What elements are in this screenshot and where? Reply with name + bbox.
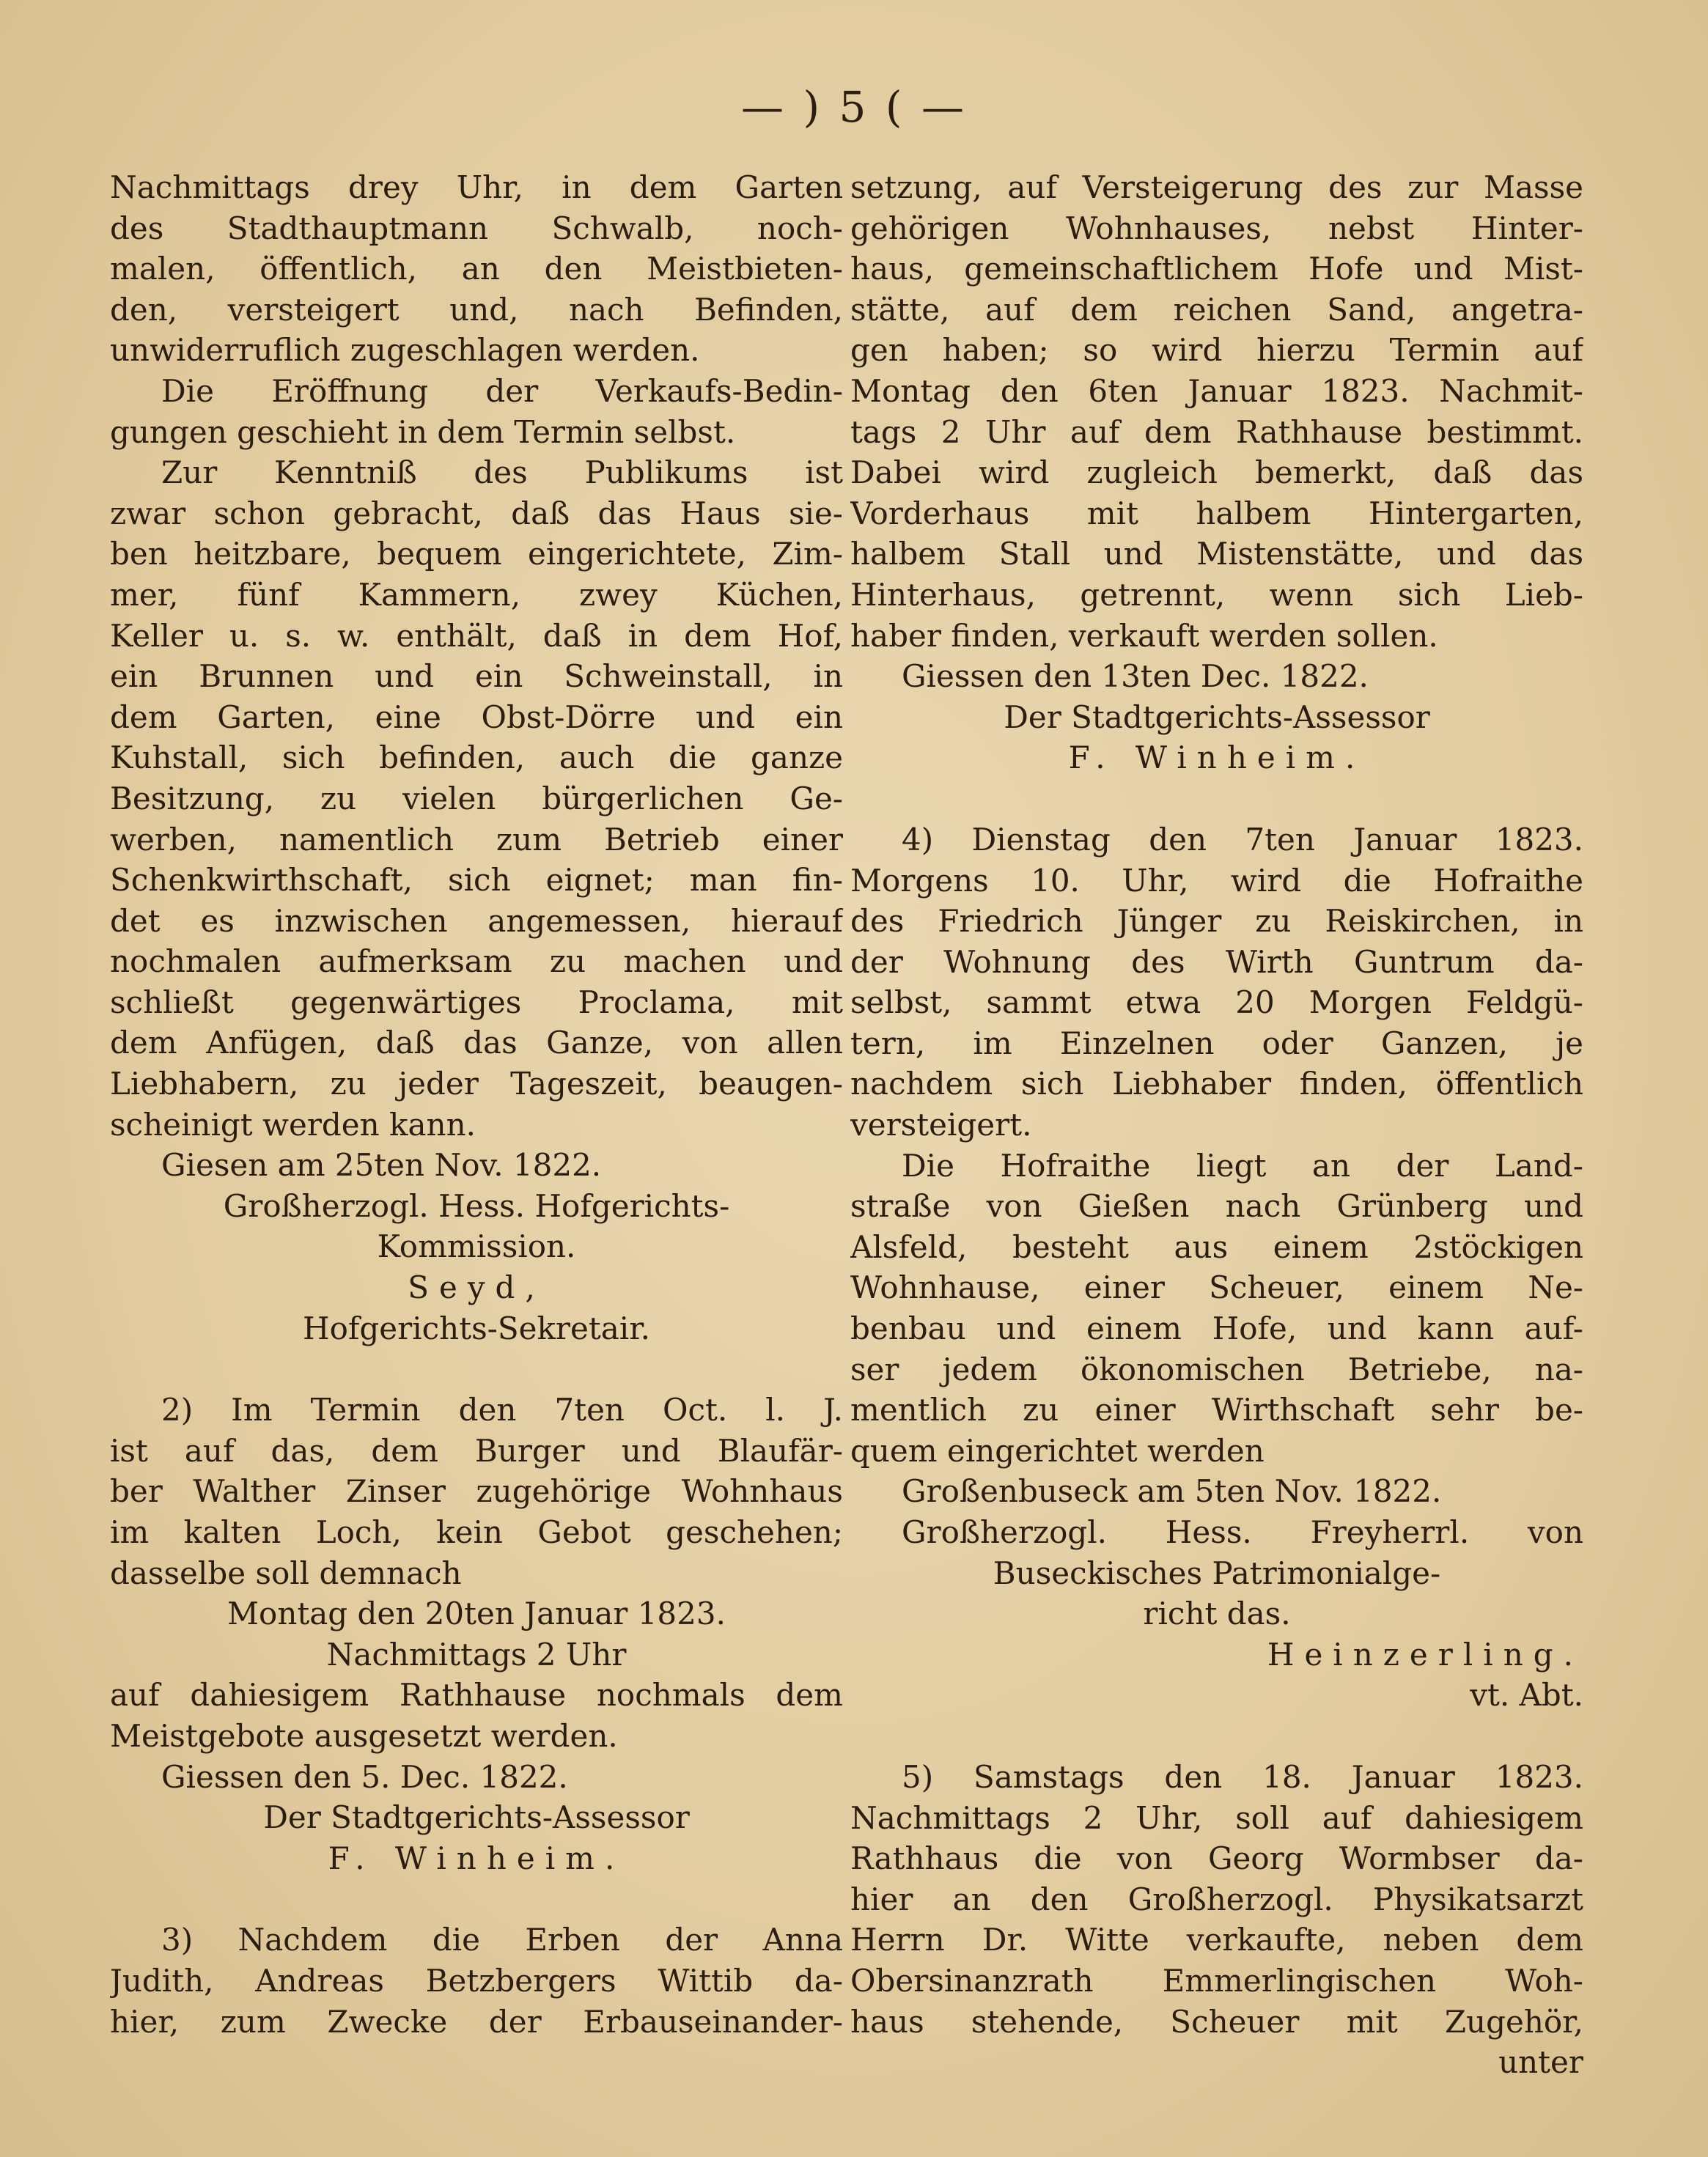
left-column-line: zwar schon gebracht, daß das Haus sie- <box>110 495 843 531</box>
right-column-line: mentlich zu einer Wirthschaft sehr be- <box>850 1392 1583 1428</box>
right-column-line: selbst, sammt etwa 20 Morgen Feldgü- <box>850 984 1583 1021</box>
left-column-line: Giessen den 5. Dec. 1822. <box>161 1758 568 1795</box>
right-column-line: Montag den 6ten Januar 1823. Nachmit- <box>850 372 1583 409</box>
right-column-line: ser jedem ökonomischen Betriebe, na- <box>850 1351 1583 1387</box>
left-column-line: dasselbe soll demnach <box>110 1555 462 1591</box>
right-column-line: 5) Samstags den 18. Januar 1823. <box>902 1758 1583 1795</box>
left-column-line: unwiderruflich zugeschlagen werden. <box>110 332 700 369</box>
left-column-line <box>110 1349 843 1390</box>
left-column-line: mer, fünf Kammern, zwey Küchen, <box>110 576 843 613</box>
left-column-line: Schenkwirthschaft, sich eignet; man fin- <box>110 862 843 899</box>
right-column-line: Obersinanzrath Emmerlingischen Woh- <box>850 1962 1583 1999</box>
left-column-line: dem Anfügen, daß das Ganze, von allen <box>110 1025 843 1061</box>
left-column-line: Nachmittags 2 Uhr <box>326 1636 627 1673</box>
right-column-line: des Friedrich Jünger zu Reiskirchen, in <box>850 903 1583 940</box>
right-column-line: Morgens 10. Uhr, wird die Hofraithe <box>850 862 1583 899</box>
right-column-line: Buseckisches Patrimonialge- <box>993 1555 1441 1591</box>
left-column-line: Giesen am 25ten Nov. 1822. <box>161 1147 602 1184</box>
left-column-line: Kommission. <box>377 1228 576 1265</box>
right-column-line: haber finden, verkauft werden sollen. <box>850 617 1438 654</box>
right-column-line <box>850 1716 1583 1757</box>
right-column-line: nachdem sich Liebhaber finden, öffentlich <box>850 1066 1583 1102</box>
left-column-line: des Stadthauptmann Schwalb, noch- <box>110 210 843 246</box>
left-column-line: Keller u. s. w. enthält, daß in dem Hof, <box>110 617 843 654</box>
left-column-line: Seyd, <box>408 1269 545 1306</box>
left-column-line: ist auf das, dem Burger und Blaufär- <box>110 1432 843 1469</box>
right-column-line: tern, im Einzelnen oder Ganzen, je <box>850 1025 1583 1061</box>
left-column-line: im kalten Loch, kein Gebot geschehen; <box>110 1514 843 1550</box>
right-column-line: benbau und einem Hofe, und kann auf- <box>850 1310 1583 1347</box>
left-column-line: werben, namentlich zum Betrieb einer <box>110 821 843 858</box>
left-column-line: Zur Kenntniß des Publikums ist <box>161 454 843 491</box>
right-column-line: straße von Gießen nach Grünberg und <box>850 1188 1583 1225</box>
right-column-line: Großherzogl. Hess. Freyherrl. von <box>902 1514 1583 1550</box>
right-column-line <box>850 778 1583 819</box>
right-column-line: Heinzerling. <box>1267 1636 1583 1673</box>
right-column-line: halbem Stall und Mistenstätte, und das <box>850 536 1583 572</box>
right-column-line: Rathhaus die von Georg Wormbser da- <box>850 1840 1583 1877</box>
right-column-line: der Wohnung des Wirth Guntrum da- <box>850 943 1583 980</box>
right-column-line: 4) Dienstag den 7ten Januar 1823. <box>902 821 1583 858</box>
left-column-line: dem Garten, eine Obst-Dörre und ein <box>110 698 843 735</box>
right-column-line: hier an den Großherzogl. Physikatsarzt <box>850 1881 1583 1917</box>
page-number: — ) 5 ( — <box>741 82 967 132</box>
right-column-line: Herrn Dr. Witte verkaufte, neben dem <box>850 1922 1583 1958</box>
right-column-line: Wohnhause, einer Scheuer, einem Ne- <box>850 1269 1583 1306</box>
left-column-line <box>110 1878 843 1920</box>
right-column-line: Hinterhaus, getrennt, wenn sich Lieb- <box>850 576 1583 613</box>
left-column-line: Meistgebote ausgesetzt werden. <box>110 1717 618 1754</box>
left-column-line: hier, zum Zwecke der Erbauseinander- <box>110 2003 843 2040</box>
right-column-line: Alsfeld, besteht aus einem 2stöckigen <box>850 1228 1583 1265</box>
left-column-line: den, versteigert und, nach Befinden, <box>110 291 843 328</box>
left-column-line: 3) Nachdem die Erben der Anna <box>161 1922 843 1958</box>
right-column-line: Giessen den 13ten Dec. 1822. <box>902 658 1369 695</box>
right-column-line: Großenbuseck am 5ten Nov. 1822. <box>902 1473 1442 1510</box>
left-column-line: gungen geschieht in dem Termin selbst. <box>110 413 736 450</box>
right-column-line: Dabei wird zugleich bemerkt, daß das <box>850 454 1583 491</box>
right-column-line: Die Hofraithe liegt an der Land- <box>902 1147 1583 1184</box>
right-column <box>850 167 1583 2083</box>
left-column-line: 2) Im Termin den 7ten Oct. l. J. <box>161 1392 843 1428</box>
left-column-line: ben heitzbare, bequem eingerichtete, Zim- <box>110 536 843 572</box>
right-column-line: gen haben; so wird hierzu Termin auf <box>850 332 1583 369</box>
left-column-line: malen, öffentlich, an den Meistbieten- <box>110 251 843 287</box>
left-column-line: Nachmittags drey Uhr, in dem Garten <box>110 169 843 205</box>
right-column-line: versteigert. <box>850 1107 1032 1143</box>
right-column-line: gehörigen Wohnhauses, nebst Hinter- <box>850 210 1583 246</box>
left-column <box>110 167 843 2042</box>
left-column-line: Die Eröffnung der Verkaufs-Bedin- <box>161 372 843 409</box>
left-column-line: F. Winheim. <box>328 1840 625 1876</box>
left-column-line: Großherzogl. Hess. Hofgerichts- <box>223 1187 730 1224</box>
right-column-line: Der Stadtgerichts-Assessor <box>1004 698 1430 735</box>
left-column-line: nochmalen aufmerksam zu machen und <box>110 943 843 980</box>
left-column-line: det es inzwischen angemessen, hierauf <box>110 902 843 939</box>
left-column-line: ein Brunnen und ein Schweinstall, in <box>110 658 843 695</box>
right-column-line: haus, gemeinschaftlichem Hofe und Mist- <box>850 251 1583 287</box>
right-column-line: setzung, auf Versteigerung des zur Masse <box>850 169 1583 205</box>
right-column-line: quem eingerichtet werden <box>850 1432 1265 1469</box>
right-column-line: vt. Abt. <box>1470 1677 1583 1714</box>
left-column-line: Montag den 20ten Januar 1823. <box>227 1596 726 1632</box>
left-column-line: Besitzung, zu vielen bürgerlichen Ge- <box>110 780 843 816</box>
right-column-line: unter <box>1498 2044 1583 2081</box>
right-column-line: stätte, auf dem reichen Sand, angetra- <box>850 291 1583 328</box>
left-column-line: auf dahiesigem Rathhause nochmals dem <box>110 1677 843 1714</box>
left-column-line: ber Walther Zinser zugehörige Wohnhaus <box>110 1473 843 1510</box>
left-column-line: schließt gegenwärtiges Proclama, mit <box>110 984 843 1020</box>
right-column-line: Nachmittags 2 Uhr, soll auf dahiesigem <box>850 1799 1583 1836</box>
right-column-line: richt das. <box>1143 1596 1291 1632</box>
left-column-line: Liebhabern, zu jeder Tageszeit, beaugen- <box>110 1066 843 1102</box>
right-column-line: haus stehende, Scheuer mit Zugehör, <box>850 2003 1583 2040</box>
left-column-line: Kuhstall, sich befinden, auch die ganze <box>110 740 843 776</box>
left-column-line: scheinigt werden kann. <box>110 1106 476 1143</box>
right-column-line: Vorderhaus mit halbem Hintergarten, <box>850 495 1583 531</box>
right-column-line: tags 2 Uhr auf dem Rathhause bestimmt. <box>850 413 1583 450</box>
left-column-line: Judith, Andreas Betzbergers Wittib da- <box>110 1962 843 1999</box>
left-column-line: Hofgerichts-Sekretair. <box>302 1310 651 1346</box>
right-column-line: F. Winheim. <box>1068 740 1366 776</box>
left-column-line: Der Stadtgerichts-Assessor <box>263 1799 690 1836</box>
